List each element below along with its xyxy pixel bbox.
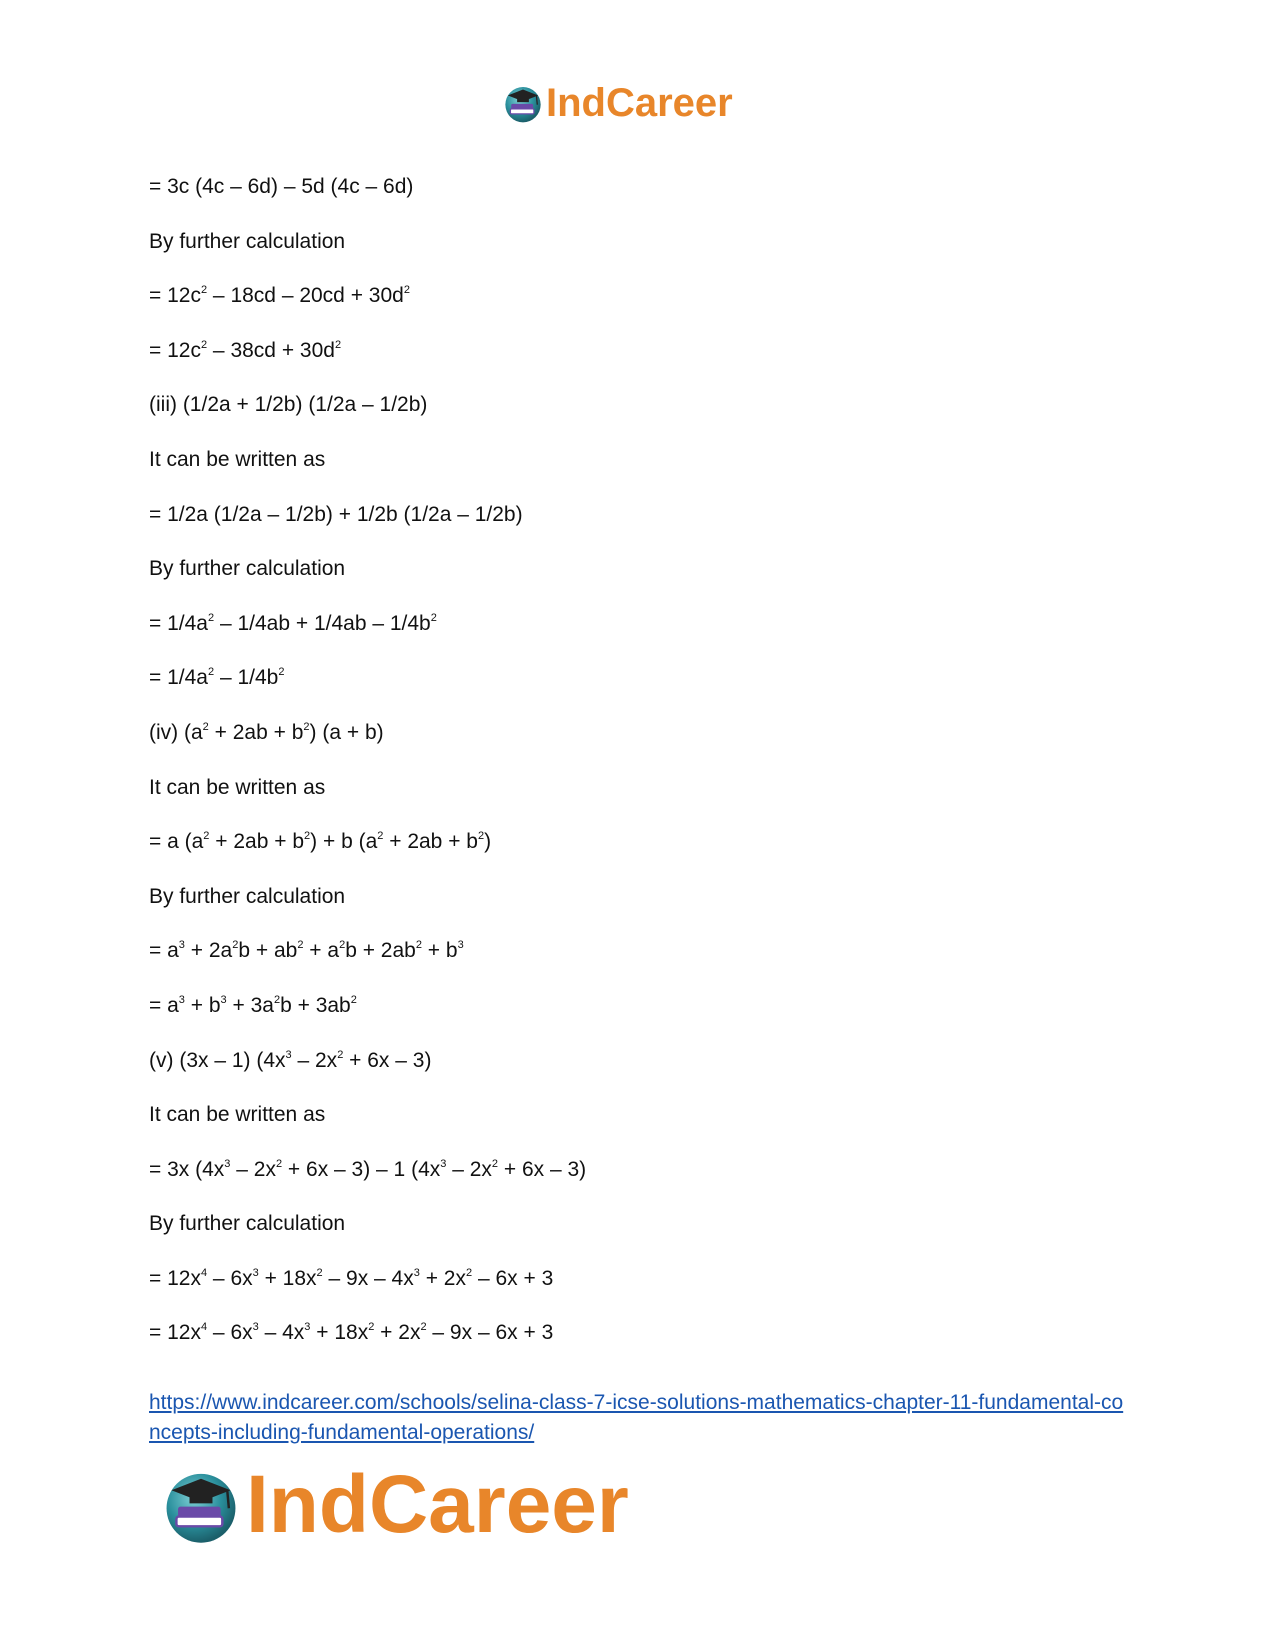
- text-segment: – 2x: [446, 1157, 492, 1181]
- text-segment: + b: [421, 939, 458, 963]
- text-segment: = 12c: [149, 338, 201, 362]
- text-segment: = 12c: [149, 284, 201, 308]
- superscript: 4: [200, 1266, 208, 1279]
- superscript: 2: [203, 830, 210, 843]
- text-segment: + 2a: [184, 939, 233, 963]
- text-segment: + 2ab + b: [208, 720, 304, 744]
- text-line: [149, 1157, 1129, 1183]
- text-segment: = a (a: [149, 830, 204, 854]
- globe-graduation-cap-icon: [502, 82, 544, 124]
- superscript: 3: [220, 993, 227, 1006]
- logo-wordmark: IndCareer: [246, 1459, 629, 1550]
- superscript: 2: [275, 1157, 283, 1170]
- text-line: [149, 556, 1129, 582]
- superscript: 2: [297, 939, 304, 952]
- text-line: [149, 392, 1129, 418]
- text-segment: – 1/4ab + 1/4ab – 1/4b: [214, 611, 431, 635]
- text-segment: – 38cd + 30d: [207, 338, 335, 362]
- superscript: 2: [403, 284, 410, 297]
- text-segment: + a: [303, 939, 340, 963]
- text-line: [149, 283, 1129, 309]
- superscript: 3: [224, 1157, 231, 1170]
- text-segment: + 2ab + b: [383, 830, 478, 854]
- superscript: 3: [178, 993, 185, 1006]
- superscript: 2: [200, 338, 208, 351]
- text-line: [149, 502, 1129, 528]
- superscript: 2: [334, 338, 342, 351]
- superscript: 4: [200, 1321, 208, 1334]
- text-segment: + 18x: [310, 1321, 369, 1345]
- superscript: 2: [465, 1266, 473, 1279]
- superscript: 3: [457, 939, 464, 952]
- superscript: 2: [337, 1048, 344, 1061]
- header-logo: [502, 80, 733, 126]
- text-segment: + b: [184, 993, 221, 1017]
- superscript: 2: [430, 611, 437, 624]
- superscript: 2: [207, 611, 215, 624]
- text-segment: – 6x + 3: [472, 1266, 554, 1290]
- text-segment: – 4x: [258, 1321, 305, 1345]
- text-line: [149, 1266, 1129, 1292]
- text-segment: = a: [149, 939, 179, 963]
- text-line: [149, 1320, 1129, 1346]
- text-segment: (iii) (1/2a + 1/2b) (1/2a – 1/2b): [149, 393, 428, 417]
- text-segment: = 1/4a: [149, 611, 208, 635]
- text-segment: b + 2ab: [345, 939, 416, 963]
- text-segment: + 3a: [226, 993, 274, 1017]
- superscript: 3: [304, 1321, 311, 1334]
- text-segment: By further calculation: [149, 884, 346, 908]
- superscript: 2: [377, 830, 384, 843]
- text-segment: + 6x – 3) – 1 (4x: [282, 1157, 441, 1181]
- text-segment: = 1/2a (1/2a – 1/2b) + 1/2b (1/2a – 1/2b): [149, 502, 523, 526]
- text-segment: – 9x – 4x: [322, 1266, 414, 1290]
- text-segment: By further calculation: [149, 229, 346, 253]
- text-line: [149, 775, 1129, 801]
- text-segment: = 12x: [149, 1266, 201, 1290]
- superscript: 2: [278, 666, 285, 679]
- text-segment: = 12x: [149, 1321, 201, 1345]
- text-line: [149, 665, 1129, 691]
- superscript: 3: [252, 1321, 259, 1334]
- superscript: 3: [252, 1266, 259, 1279]
- text-line: [149, 938, 1129, 964]
- text-segment: It can be written as: [149, 1103, 326, 1127]
- text-line: [149, 611, 1129, 637]
- text-segment: = 1/4a: [149, 666, 208, 690]
- globe-graduation-cap-icon: [160, 1464, 242, 1546]
- superscript: 3: [178, 939, 185, 952]
- footer-logo: [160, 1460, 629, 1550]
- text-segment: By further calculation: [149, 557, 346, 581]
- superscript: 2: [339, 939, 346, 952]
- text-segment: b + 3ab: [280, 993, 351, 1017]
- text-segment: + 18x: [258, 1266, 317, 1290]
- text-segment: = 3x (4x: [149, 1157, 225, 1181]
- text-line: [149, 338, 1129, 364]
- superscript: 3: [413, 1266, 420, 1279]
- text-segment: (iv) (a: [149, 720, 203, 744]
- logo-wordmark: IndCareer: [546, 81, 733, 125]
- superscript: 2: [303, 720, 310, 733]
- superscript: 2: [415, 939, 422, 952]
- superscript: 2: [200, 284, 208, 297]
- text-segment: + 6x – 3): [343, 1048, 432, 1072]
- text-segment: ) (a + b): [309, 720, 384, 744]
- text-segment: It can be written as: [149, 447, 326, 471]
- text-segment: It can be written as: [149, 775, 326, 799]
- superscript: 3: [285, 1048, 292, 1061]
- text-segment: + 2ab + b: [209, 830, 305, 854]
- text-line: [149, 1048, 1129, 1074]
- text-segment: + 6x – 3): [498, 1157, 587, 1181]
- superscript: 2: [232, 939, 239, 952]
- text-line: [149, 1102, 1129, 1128]
- text-line: [149, 829, 1129, 855]
- superscript: 2: [304, 830, 311, 843]
- text-segment: = 3c (4c – 6d) – 5d (4c – 6d): [149, 175, 414, 198]
- superscript: 2: [316, 1266, 323, 1279]
- text-segment: ) + b (a: [310, 830, 378, 854]
- superscript: 2: [368, 1321, 375, 1334]
- text-line: [149, 1211, 1129, 1237]
- superscript: 3: [440, 1157, 447, 1170]
- text-segment: b + ab: [238, 939, 298, 963]
- text-segment: – 9x – 6x + 3: [426, 1321, 554, 1345]
- text-line: [149, 229, 1129, 255]
- superscript: 2: [202, 720, 209, 733]
- text-segment: – 6x: [207, 1321, 253, 1345]
- text-line: [149, 884, 1129, 910]
- text-line: [149, 720, 1129, 746]
- text-segment: – 2x: [230, 1157, 276, 1181]
- superscript: 2: [350, 993, 357, 1006]
- text-line: [149, 447, 1129, 473]
- superscript: 2: [273, 993, 281, 1006]
- source-link[interactable]: https://www.indcareer.com/schools/selina-class-7-icse-solutions-mathematics-chapter-11-fundamental-concepts-including-fundamental-operations/: [149, 1391, 1124, 1444]
- text-line: [149, 993, 1129, 1019]
- superscript: 2: [207, 666, 215, 679]
- text-segment: – 2x: [291, 1048, 338, 1072]
- text-segment: (v) (3x – 1) (4x: [149, 1048, 286, 1072]
- text-segment: – 6x: [207, 1266, 253, 1290]
- superscript: 2: [477, 830, 485, 843]
- text-segment: + 2x: [419, 1266, 466, 1290]
- text-segment: + 2x: [374, 1321, 421, 1345]
- text-segment: = a: [149, 993, 179, 1017]
- superscript: 2: [420, 1321, 427, 1334]
- text-segment: – 1/4b: [214, 666, 279, 690]
- text-segment: – 18cd – 20cd + 30d: [207, 284, 404, 308]
- text-segment: By further calculation: [149, 1212, 346, 1236]
- superscript: 2: [491, 1157, 499, 1170]
- text-segment: ): [484, 830, 492, 854]
- solution-text: [149, 174, 1129, 1375]
- text-line: [149, 174, 1129, 200]
